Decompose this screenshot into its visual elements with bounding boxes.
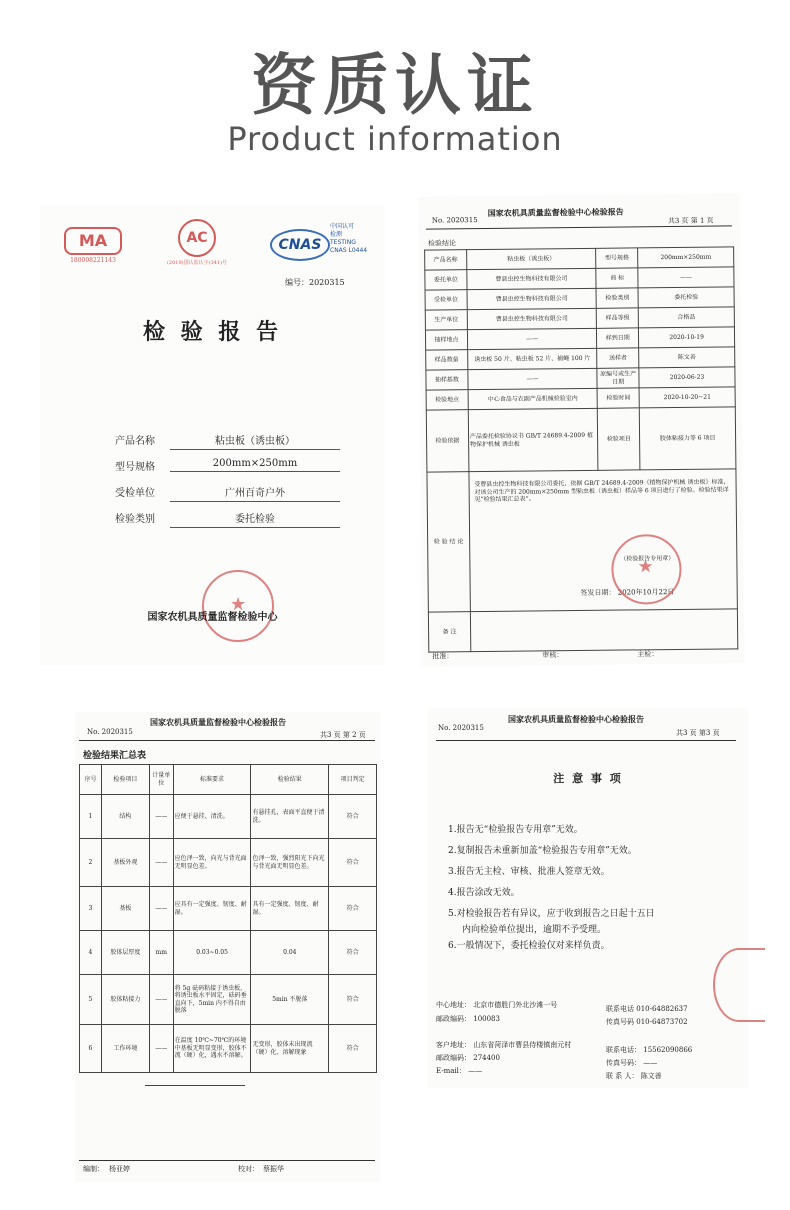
report-header: 国家农机具质量监督检验中心检验报告 <box>508 714 644 724</box>
client-person: 联 系 人： 陈文善 <box>606 1072 662 1080</box>
report-header: 国家农机具质量监督检验中心检验报告 <box>150 717 286 727</box>
results-table: 序号 检验项目 计量单位 标准要求 检验结果 项目判定 1 结构 —— 应便于悬挂、清洗。 有悬挂孔，表面平直便于清洗。 符合 2 基板外观 —— 应色泽一致，向光与背光面无明显色差。 色泽一致，强烈阳光下向光与背光面无明显色差。 符合 3 基板 —— 应具有一定强度、韧度、耐湿。 具有一定强度、韧度、耐湿。 符合 4 胶体层厚度 mm 0.03~0.05 0.04 符合 5 胶体粘接力 —— 将 5g 砝码粘接于诱虫板，将诱虫板水平固定，砝码垂直向下，5min 内不得自由脱落 5min 不脱落 符合 6 工作环境 —— 在温度 10℃~70℃的环境中基板无明显变形，胶体不流（硬）化，遇水不溶解。 无变形，胶体未出现流（硬）化、溶解现象 符合 <box>79 764 377 1073</box>
side-seal <box>713 948 765 1022</box>
center-address: 中心地址： 北京市德胜门外北沙滩一号 <box>436 1001 558 1009</box>
cal-logo: AC (2019)国认监认字(341)号 <box>162 219 232 266</box>
field-product-name: 产品名称 粘虫板（诱虫板） <box>115 428 345 452</box>
note-4: 4.报告涂改无效。 <box>448 888 520 898</box>
note-5: 5.对检验报告若有异议，应于收到报告之日起十五日 <box>448 909 655 919</box>
conclusion-text: 受曹县虫控生物科技有限公司委托，依据 GB/T 24689.4-2009《植物保护机械 诱虫板》标准，对该公司生产的 200mm×250mm 型粘虫板（诱虫板）样品等 6 项目进行了检验。检验结果详见“检验结果汇总表”。 <box>474 478 730 504</box>
notice-heading: 注 意 事 项 <box>553 772 623 785</box>
report-title: 检 验 报 告 <box>143 319 282 345</box>
cma-logo: MA 180008221143 <box>64 227 122 264</box>
section-title: 检验结论 <box>427 239 457 248</box>
seal-caption: （检验报告专用章） <box>620 555 675 563</box>
conclusion-table: 产品名称 粘虫板（诱虫板） 型号规格 200mm×250mm 委托单位 曹县虫控生物科技有限公司 商 标 —— 受检单位 曹县虫控生物科技有限公司 检验类别 委托检验 生产单位 曹县虫控生物科技有限公司 样品等级 合格品 抽样地点 —— 样到日期 2020-10-19 样品数量 诱虫板 50 片、粘虫板 52 片、捕蝇 100 片 送样者 陈文善 抽样基数 —— 原编号或生产日期 2020-06-23 检验地点 中心食品与农副产品机械检验室内 检验时间 2020-10-20~21 检验依据 产品委托检验协议书 GB/T 24689.4-2009 植物保护机械 诱虫板 检验项目 胶体粘接力等 6 项目 检 验 结 论 受曹县虫控生物科技有限公司委托，依据 GB/T 24689.4-2009《植物保护机械 诱虫板》标准，对该公司生产的 200mm×250mm 型粘虫板（诱虫板）样品等 6 项目进行了检验。检验结果详见“检验结果汇总表”。 （检验报告专用章） 签发日期： 2020年10月22日 备 注 <box>424 246 738 652</box>
note-5-cont: 内向检验单位提出，逾期不予受理。 <box>462 925 607 935</box>
note-2: 2.复制报告未重新加盖“检验报告专用章”无效。 <box>448 846 637 856</box>
official-seal: ★ <box>202 570 274 642</box>
report-page-2: No. 2020315 国家农机具质量监督检验中心检验报告 共3 页 第 2 页 检验结果汇总表 序号 检验项目 计量单位 标准要求 检验结果 项目判定 1 结构 —— 应便于悬挂、清洗。 有悬挂孔，表面平直便于清洗。 符合 2 基板外观 —— 应色泽一致，向光与背光面无明显色差。 色泽一致，强烈阳光下向光与背光面无明显色差。 符合 3 基板 —— 应具有一定强度、韧度、耐湿。 具有一定强度、韧度、耐湿。 符合 4 胶体层厚度 mm 0.03~0.05 0.04 符合 5 胶体粘接力 —— 将 5g 砝码粘接于诱虫板，将诱虫板水平固定，砝码垂直向下，5min 内不得自由脱落 5min 不脱落 符合 6 工作环境 —— 在温度 10℃~70℃的环境中基板无明显变形，胶体不流（硬）化，遇水不溶解。 无变形，胶体未出现流（硬）化、溶解现象 符合 编制： 杨亚婷 校对： 蔡振华 <box>75 712 380 1182</box>
center-zip: 邮政编码： 100083 <box>436 1015 500 1023</box>
client-zip: 邮政编码： 274400 <box>436 1054 500 1062</box>
header-subtitle: Product information <box>227 120 563 158</box>
field-inspected-unit: 受检单位 广州百奇户外 <box>115 480 345 504</box>
page-number: 共3 页 第3 页 <box>676 729 720 737</box>
sign-date: 签发日期： 2020年10月22日 <box>580 588 675 598</box>
page-number: 共3 页 第 2 页 <box>320 731 366 739</box>
report-no: No. 2020315 <box>87 728 133 736</box>
client-tel: 联系电话： 15562090866 <box>606 1046 693 1054</box>
client-fax: 传真号码： —— <box>606 1059 658 1067</box>
report-page-3 <box>428 708 748 1088</box>
note-3: 3.报告无主检、审核、批准人签章无效。 <box>448 867 610 877</box>
section-title: 检验结果汇总表 <box>83 751 147 761</box>
center-fax: 传真号码 010-64873702 <box>606 1018 688 1026</box>
page-number: 共3 页 第 1 页 <box>667 216 714 226</box>
report-page-1 <box>418 193 745 666</box>
report-header: 国家农机具质量监督检验中心检验报告 <box>487 206 624 218</box>
header-title: 资质认证 <box>251 47 539 124</box>
note-1: 1.报告无“检验报告专用章”无效。 <box>448 825 583 835</box>
report-no: No. 2020315 <box>438 724 484 732</box>
report-number: 编号：2020315 <box>285 278 345 287</box>
client-email: E-mail： —— <box>436 1067 483 1075</box>
field-model: 型号规格 200mm×250mm <box>115 454 345 478</box>
center-tel: 联系电话 010-64882637 <box>606 1005 688 1013</box>
sign-line: 批准： 审核： 主检： <box>432 650 659 661</box>
client-address: 客户地址： 山东省菏泽市曹县侍楼镇南元村 <box>436 1041 572 1049</box>
note-6: 6.一般情况下，委托检验仅对来样负责。 <box>448 941 610 951</box>
field-inspection-type: 检验类别 委托检验 <box>115 506 345 530</box>
report-cover: MA 180008221143 AC (2019)国认监认字(341)号 CNAS 中国认可 检测 TESTING CNAS L0444 编号：2020315 检 验 报 告 产品名称 粘虫板（诱虫板） 型号规格 200mm×250mm 受检单位 广州百奇户外 检验类别 委托检验 ★ 国家农机具质量监督检验中心 <box>40 205 385 665</box>
inspection-seal: ★ <box>611 534 682 605</box>
report-no: No. 2020315 <box>431 216 478 225</box>
issuer-name: 国家农机具质量监督检验中心 <box>147 612 278 623</box>
